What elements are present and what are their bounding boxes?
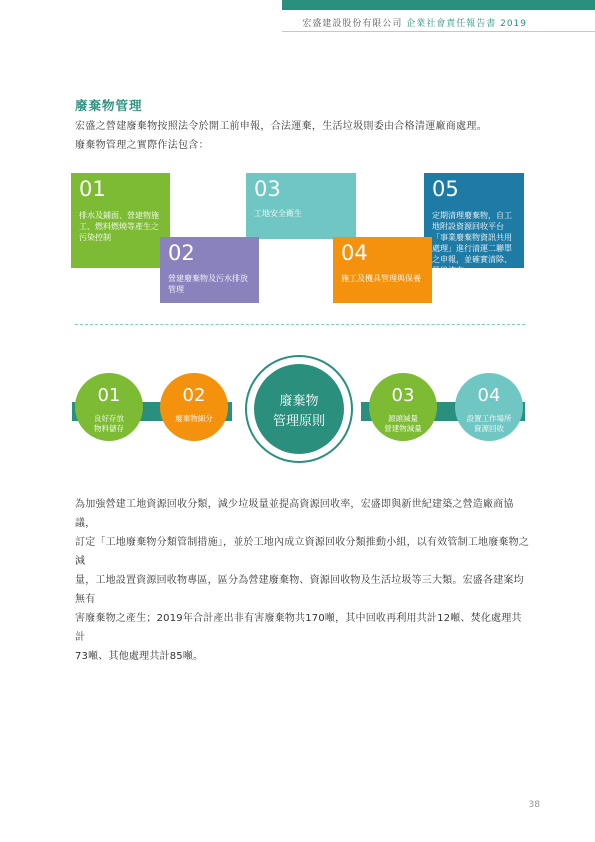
- practice-text: 排水及鋪面、營建物施工、燃料燃燒等產生之污染控制: [79, 211, 159, 242]
- header-company: 宏盛建設股份有限公司: [302, 19, 403, 29]
- principles-center-circle: [254, 364, 344, 454]
- practice-text: 定期清理廢棄物，自工地附設資源回收平台「事業廢棄物資訊共用處理」進行清運二聯單之申報，並確實清除、最後流向。: [432, 211, 512, 275]
- practice-text: 施工及機具管理與保養: [341, 274, 421, 283]
- practice-text: 營建廢棄物及污水排放管理: [168, 274, 248, 294]
- practice-box-04: [333, 237, 432, 303]
- principle-number: 02: [182, 385, 206, 406]
- principle-text-line: 源頭減量: [388, 414, 418, 423]
- running-header: [302, 16, 527, 29]
- center-title-line: 廢棄物: [279, 394, 319, 409]
- principle-text-line: 廢棄物細分: [175, 414, 213, 423]
- practice-number: 02: [168, 241, 195, 265]
- principle-text: [160, 414, 228, 424]
- header-report-title: 企業社會責任報告書: [406, 19, 497, 29]
- principle-number: 01: [97, 385, 121, 406]
- principle-text-line: 營建物減量: [384, 424, 422, 433]
- principle-text-line: 資源回收: [474, 424, 504, 433]
- practice-number: 04: [341, 241, 368, 265]
- principle-text-line: 物料儲存: [94, 424, 124, 433]
- intro-line: 廢棄物管理之實際作法包含：: [75, 140, 209, 151]
- body-line: 量，工地設置資源回收物專區，區分為營建廢棄物、資源回收物及生活垃圾等三大類。宏盛各建案均無有: [75, 575, 524, 605]
- body-line: 為加強營建工地資源回收分類，減少垃圾量並提高資源回收率，宏盛即與新世紀建築之營造廠商協議，: [75, 499, 514, 529]
- practice-number: 03: [254, 177, 281, 201]
- section-title: 廢棄物管理: [75, 98, 143, 113]
- principle-circle-01: [75, 373, 143, 441]
- body-line: 害廢棄物之產生；2019年合計產出非有害廢棄物共170噸，其中回收再利用共計12噸、焚化處理共計: [75, 613, 522, 643]
- practice-box-05: [424, 173, 524, 275]
- principle-text: [75, 414, 143, 434]
- principle-circle-02: [160, 373, 228, 441]
- principle-text-line: 設置工作場所: [466, 414, 512, 423]
- principle-text: [455, 414, 523, 434]
- practice-number: 01: [79, 177, 106, 201]
- principles-center-ring: [245, 355, 353, 463]
- center-title-line: 管理原則: [272, 414, 325, 429]
- dashed-divider: [75, 324, 525, 325]
- body-line: 73噸、其他處理共計85噸。: [75, 651, 204, 662]
- practice-number: 05: [432, 177, 459, 201]
- header-year: 2019: [500, 19, 527, 29]
- practice-text: 工地安全衛生: [254, 209, 302, 218]
- header-divider: [282, 31, 595, 32]
- page-number: 38: [528, 800, 540, 810]
- body-paragraph: [75, 495, 530, 666]
- principle-number: 03: [391, 385, 415, 406]
- principle-text: [369, 414, 437, 434]
- principle-number: 04: [477, 385, 501, 406]
- practice-box-03: [246, 173, 356, 239]
- practice-box-02: [160, 237, 259, 303]
- principle-circle-04: [455, 373, 523, 441]
- practice-box-01: [71, 173, 170, 268]
- header-accent-bar: [282, 0, 595, 10]
- intro-line: 宏盛之營建廢棄物按照法令於開工前申報，合法運棄，生活垃圾則委由合格清運廠商處理。: [75, 121, 487, 132]
- principle-circle-03: [369, 373, 437, 441]
- principle-text-line: 良好存放: [94, 414, 124, 423]
- body-line: 訂定「工地廢棄物分類管制措施」，並於工地內成立資源回收分類推動小組，以有效管制工地廢棄物之減: [75, 537, 529, 567]
- section-intro: [75, 117, 535, 155]
